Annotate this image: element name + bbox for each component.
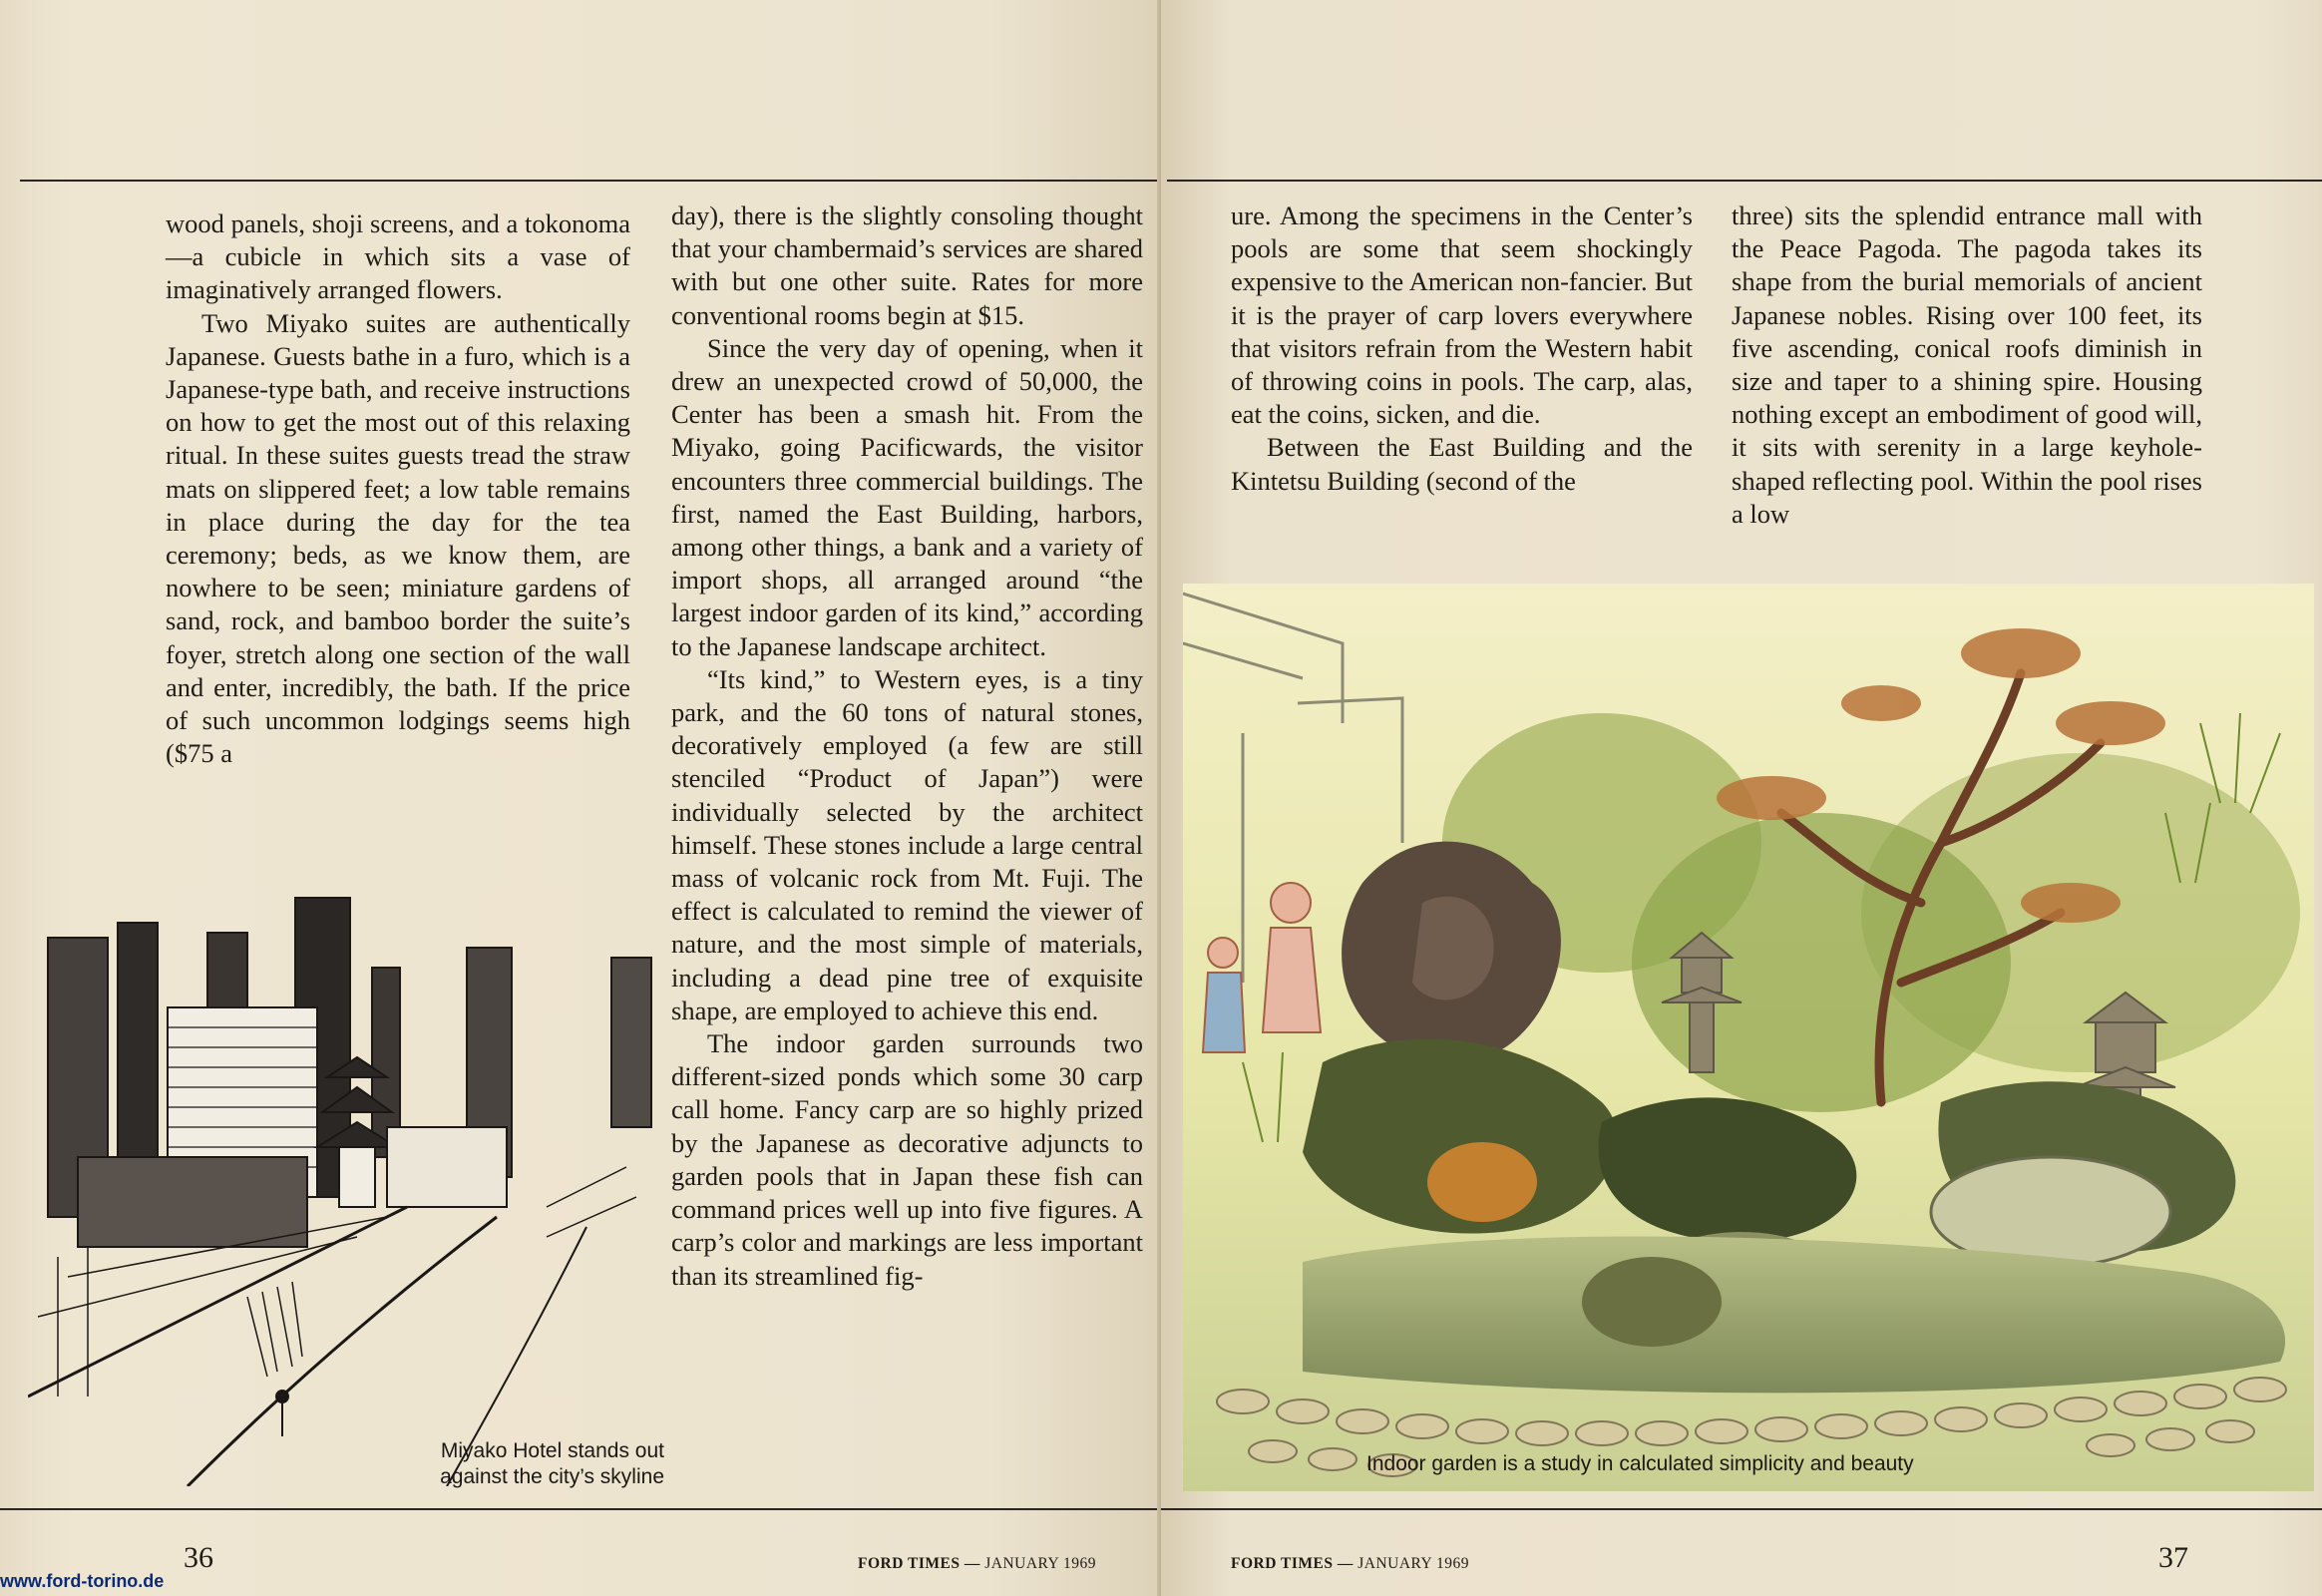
paragraph: Since the very day of opening, when it drew an unexpected crowd of 50,000, the Center has been a smash hit. From the Miyako, going Pacificwards, the visitor encounters three commercial buildings. The first, named the East Building, harbors, among other things, a bank and a variety of import shops, all arranged around “the largest indoor garden of its kind,” according to the Japanese landscape architect. xyxy=(671,332,1143,661)
footer-separator: — xyxy=(964,1555,980,1572)
paragraph: three) sits the splendid entrance mall with the Peace Pagoda. The pagoda takes its shape from the burial memorials of ancient Japanese nobles. Rising over 100 feet, its five ascending, conical roofs diminish in size and taper to a shining spire. Housing nothing except an embodiment of good will, it sits with serenity in a large keyhole-shaped reflecting pool. Within the pool rises a low xyxy=(1732,200,2202,529)
paragraph: day), there is the slightly consoling thought that your chambermaid’s services are shared with but one other suite. Rates for more conventional rooms begin at $15. xyxy=(671,200,1143,330)
paragraph: ure. Among the specimens in the Center’s pools are some that seem shockingly expensive to the American non-fancier. But it is the prayer of carp lovers everywhere that visitors refrain from the Western habit of throwing coins in pools. The carp, alas, eat the coins, sicken, and die. xyxy=(1231,200,1693,430)
caption-line: Miyako Hotel stands out xyxy=(440,1439,664,1462)
garden-caption: Indoor garden is a study in calculated simplicity and beauty xyxy=(1366,1452,1914,1475)
top-rule-right xyxy=(1167,180,2322,182)
paragraph: “Its kind,” to Western eyes, is a tiny park, and the 60 tons of natural stones, decoratively employed (a few are still stenciled “Product of Japan”) were individually selected by the architect himself. These stones include a large central mass of volcanic rock from Mt. Fuji. The effect is calculated to remind the viewer of nature, and the most simple of materials, including a dead pine tree of exquisite shape, are employed to achieve this end. xyxy=(671,663,1143,1025)
site-watermark: www.ford-torino.de xyxy=(0,1571,165,1591)
skyline-caption xyxy=(365,1438,664,1490)
bottom-rule-right xyxy=(1161,1508,2322,1510)
indoor-garden-painting xyxy=(1183,584,2314,1491)
footer-separator: — xyxy=(1337,1555,1354,1572)
top-rule-left xyxy=(20,180,1161,182)
right-page-column-2 xyxy=(1732,200,2202,531)
caption-line: against the city’s skyline xyxy=(440,1465,664,1488)
footer-magazine: FORD TIMES xyxy=(1231,1555,1334,1572)
right-page xyxy=(1161,0,2322,1596)
page-number-right: 37 xyxy=(2158,1541,2188,1574)
paragraph: The indoor garden surrounds two different-sized ponds which some 30 carp call home. Fancy carp are so highly prized by the Japanese as decorative adjuncts to garden pools that in Japan these fish can command prices well up into five figures. A carp’s color and markings are less important than its streamlined fig- xyxy=(671,1028,1143,1291)
bottom-rule-left xyxy=(0,1508,1161,1510)
left-page-column-1 xyxy=(166,207,630,770)
footer-date: JANUARY 1969 xyxy=(984,1555,1097,1572)
running-footer-left xyxy=(858,1555,1096,1573)
right-page-column-1 xyxy=(1231,200,1693,498)
running-footer-right xyxy=(1231,1555,1469,1573)
paragraph: wood panels, shoji screens, and a tokonoma—a cubicle in which sits a vase of imaginatively arranged flowers. xyxy=(166,208,630,305)
paragraph: Between the East Building and the Kintetsu Building (second of the xyxy=(1231,432,1693,496)
left-page-column-2 xyxy=(671,200,1143,1293)
skyline-sketch-illustration xyxy=(28,878,671,1486)
footer-magazine: FORD TIMES xyxy=(858,1555,961,1572)
paragraph: Two Miyako suites are authentically Japanese. Guests bathe in a furo, which is a Japanese-type bath, and receive instructions on how to get the most out of this relaxing ritual. In these suites guests tread the straw mats on slippered feet; a low table remains in place during the day for the tea ceremony; beds, as we know them, are nowhere to be seen; miniature gardens of sand, rock, and bamboo border the suite’s foyer, stretch along one section of the wall and enter, incredibly, the bath. If the price of such uncommon lodgings seems high ($75 a xyxy=(166,307,630,769)
footer-date: JANUARY 1969 xyxy=(1357,1555,1470,1572)
page-number-left: 36 xyxy=(184,1541,213,1574)
